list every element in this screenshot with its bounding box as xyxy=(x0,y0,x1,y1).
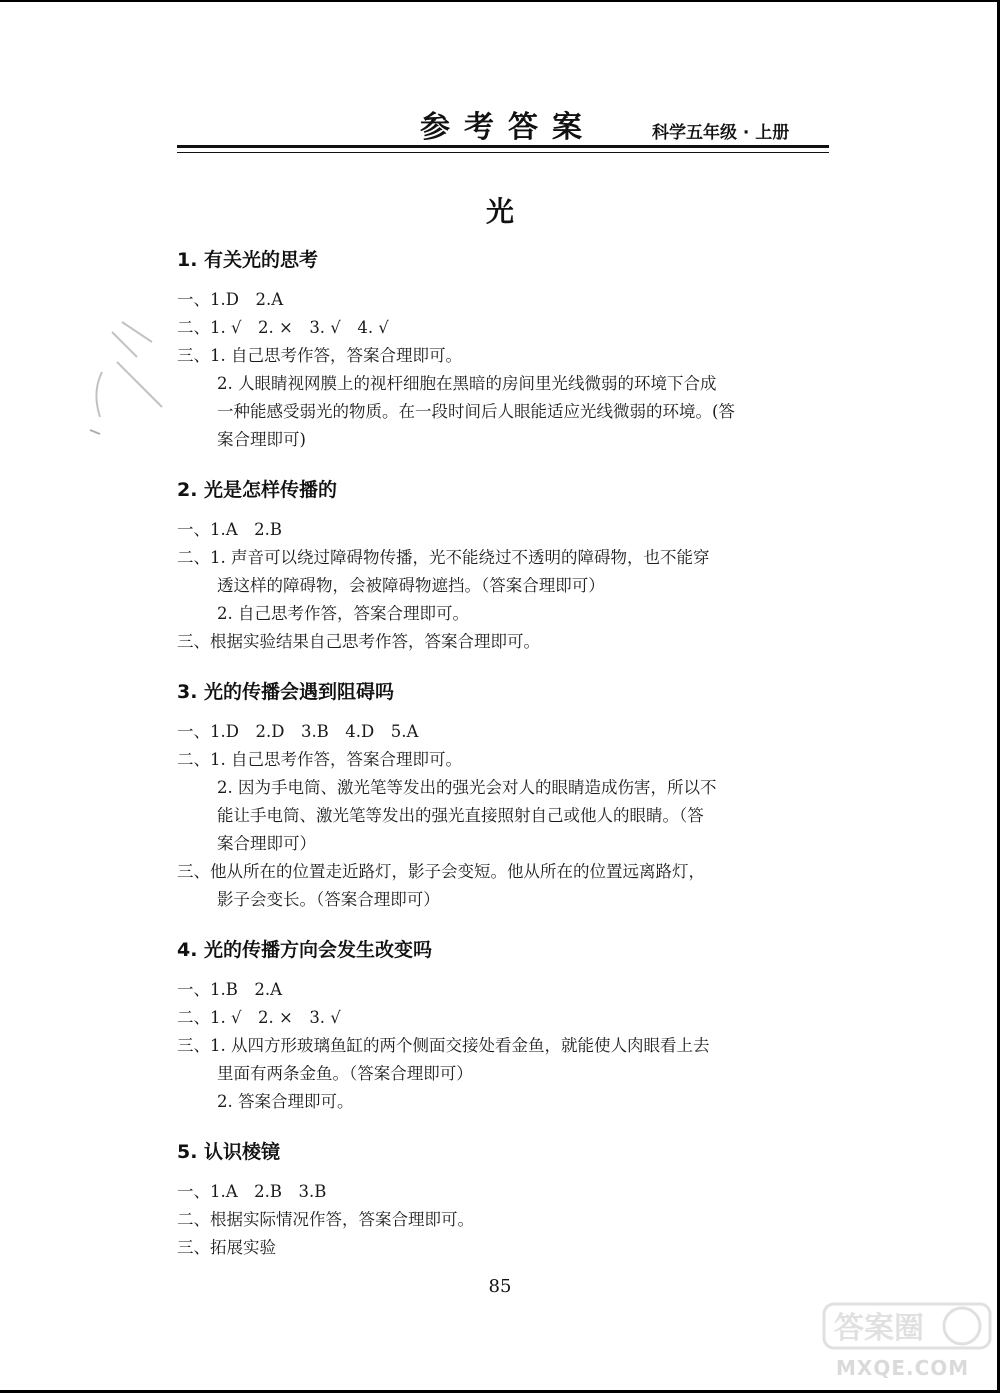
section-5 xyxy=(177,1138,832,1262)
answer-line: 二、1. √ 2. × 3. √ xyxy=(177,1008,341,1027)
answer-line: 影子会变长。（答案合理即可） xyxy=(217,890,440,909)
watermark-url: MXQE.COM xyxy=(836,1356,970,1380)
answer-line: 三、拓展实验 xyxy=(177,1238,276,1257)
answer-line: 三、1. 从四方形玻璃鱼缸的两个侧面交接处看金鱼，就能使人肉眼看上去 xyxy=(177,1036,710,1055)
answer-line: 一、1.A 2.B xyxy=(177,520,283,539)
header-subject: 科学五年级 · 上册 xyxy=(652,123,790,143)
answer-line: 一种能感受弱光的物质。在一段时间后人眼能适应光线微弱的环境。(答 xyxy=(217,402,735,421)
pencil-scribble-mark xyxy=(82,312,172,442)
answer-line: 二、1. √ 2. × 3. √ 4. √ xyxy=(177,318,389,337)
header-title: 参考答案 xyxy=(420,110,596,145)
header-rule-thin xyxy=(177,152,829,153)
answer-line: 三、根据实验结果自己思考作答，答案合理即可。 xyxy=(177,632,540,651)
answer-content xyxy=(177,246,832,1262)
answer-line: 里面有两条金鱼。（答案合理即可） xyxy=(217,1064,473,1083)
page-frame-top xyxy=(0,0,1000,2)
watermark xyxy=(818,1298,998,1388)
section-title: 4. 光的传播方向会发生改变吗 xyxy=(177,939,433,961)
answer-line: 三、1. 自己思考作答，答案合理即可。 xyxy=(177,346,462,365)
answer-line: 二、1. 自己思考作答，答案合理即可。 xyxy=(177,750,462,769)
answer-line: 2. 人眼睛视网膜上的视杆细胞在黑暗的房间里光线微弱的环境下合成 xyxy=(217,374,717,393)
section-2 xyxy=(177,476,832,656)
answer-line: 二、1. 声音可以绕过障碍物传播，光不能绕过不透明的障碍物，也不能穿 xyxy=(177,548,710,567)
section-title: 3. 光的传播会遇到阻碍吗 xyxy=(177,681,395,703)
section-4 xyxy=(177,936,832,1116)
answer-line: 一、1.D 2.A xyxy=(177,290,284,309)
section-title: 5. 认识棱镜 xyxy=(177,1141,281,1163)
answer-line: 三、他从所在的位置走近路灯，影子会变短。他从所在的位置远离路灯， xyxy=(177,862,705,881)
answer-line: 2. 答案合理即可。 xyxy=(217,1092,354,1111)
header-rule-thick xyxy=(177,145,829,148)
section-title: 2. 光是怎样传播的 xyxy=(177,479,338,501)
section-title: 1. 有关光的思考 xyxy=(177,249,319,271)
answer-line: 透这样的障碍物，会被障碍物遮挡。（答案合理即可） xyxy=(217,576,605,595)
watermark-logo-icon xyxy=(822,1300,992,1352)
section-3 xyxy=(177,678,832,914)
answer-line: 一、1.B 2.A xyxy=(177,980,283,999)
answer-line: 案合理即可) xyxy=(217,430,306,449)
answer-line: 2. 因为手电筒、激光笔等发出的强光会对人的眼睛造成伤害，所以不 xyxy=(217,778,717,797)
answer-line: 一、1.A 2.B 3.B xyxy=(177,1182,327,1201)
answer-line: 案合理即可） xyxy=(217,834,316,853)
chapter-title: 光 xyxy=(485,195,514,228)
answer-line: 能让手电筒、激光笔等发出的强光直接照射自己或他人的眼睛。（答 xyxy=(217,806,704,825)
section-1 xyxy=(177,246,832,454)
answer-line: 一、1.D 2.D 3.B 4.D 5.A xyxy=(177,722,419,741)
answer-line: 二、根据实际情况作答，答案合理即可。 xyxy=(177,1210,474,1229)
watermark-logo-text: 答案圈 xyxy=(834,1311,924,1346)
page-number: 85 xyxy=(488,1276,512,1297)
answer-line: 2. 自己思考作答，答案合理即可。 xyxy=(217,604,469,623)
